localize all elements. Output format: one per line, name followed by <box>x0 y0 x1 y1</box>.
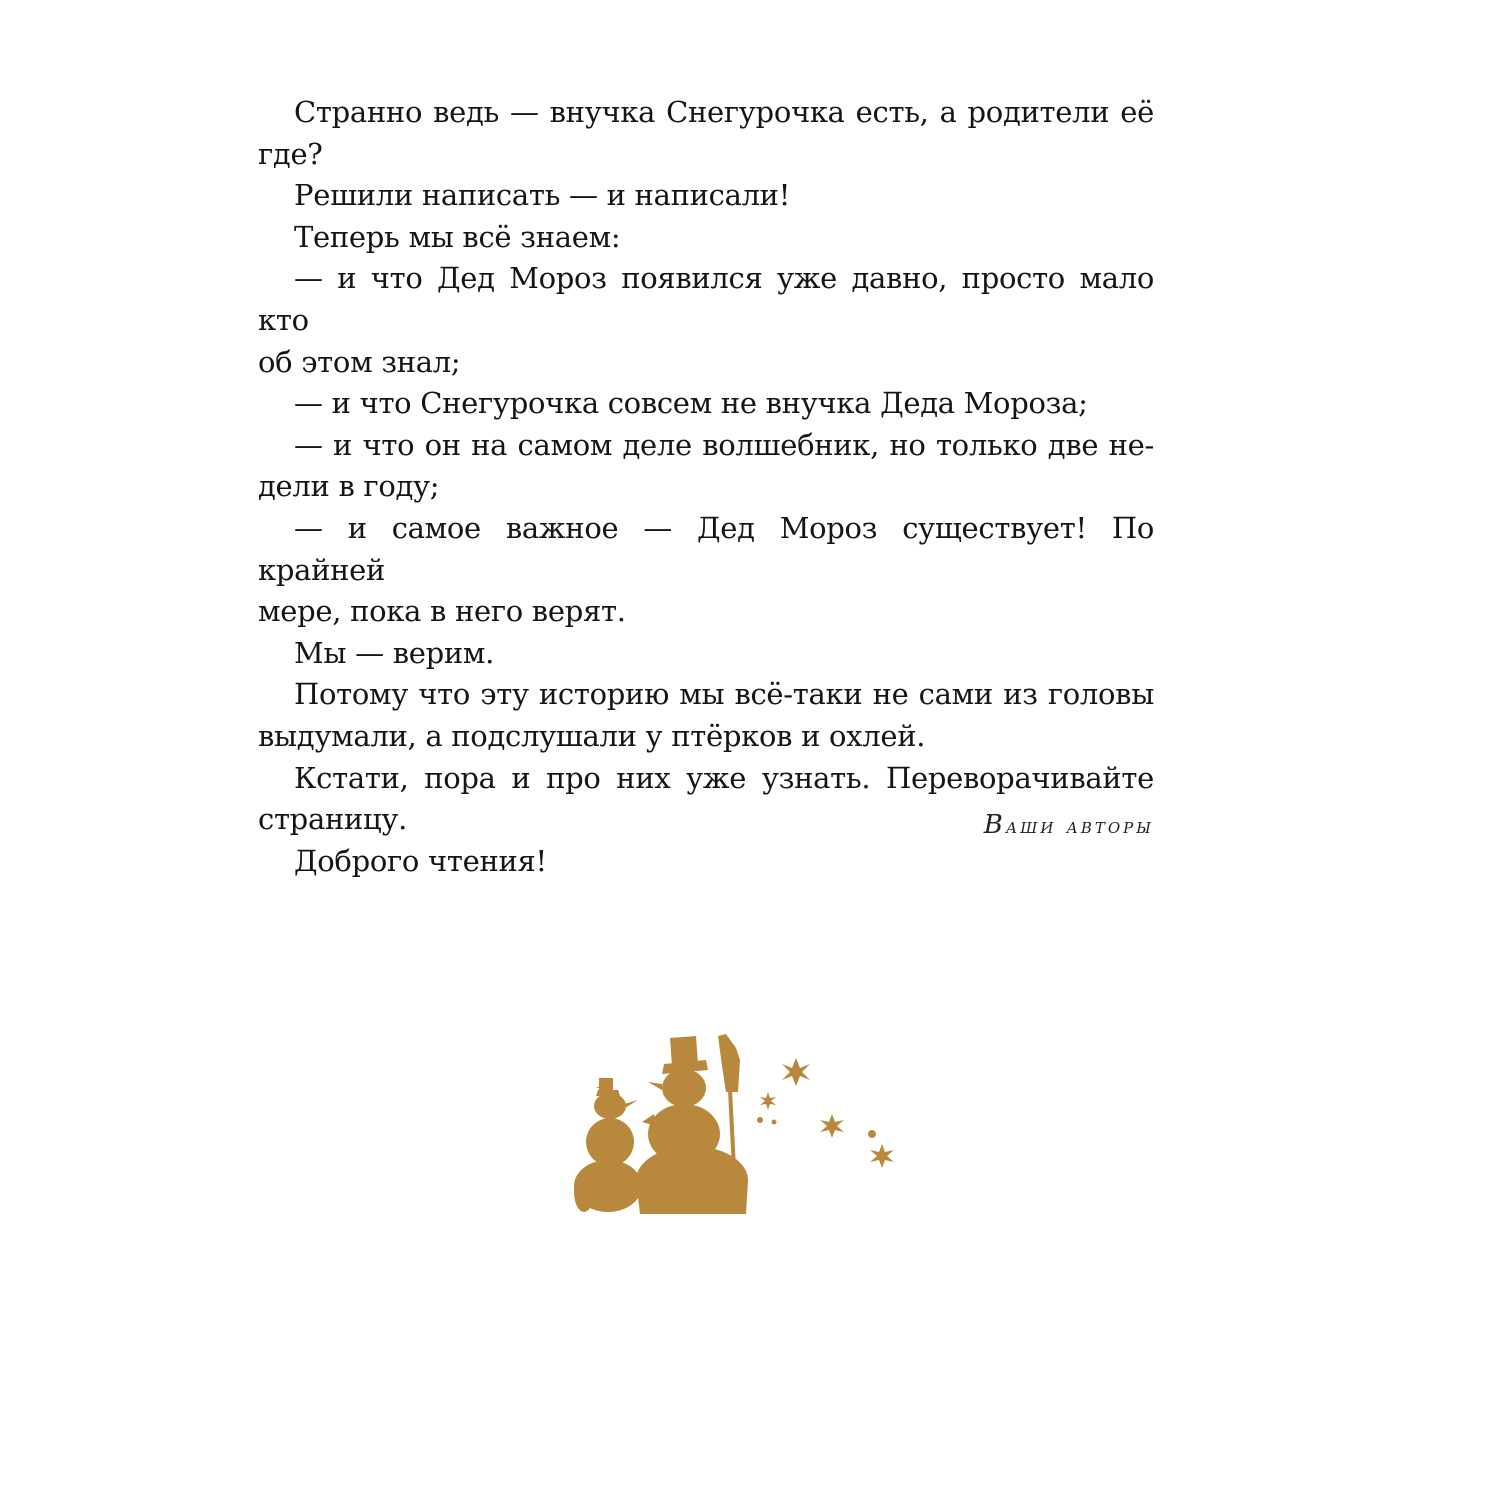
paragraph-6 <box>258 425 1154 508</box>
paragraph-6-line-1: — и что он на самом деле волшебник, но только две не- <box>294 427 1154 462</box>
paragraph-9-line-2: выдумали, а подслушали у птёрков и охлей. <box>258 718 926 753</box>
paragraph-4-line-1: — и что Дед Мороз появился уже давно, просто мало кто <box>258 261 1154 337</box>
paragraph-11-text: Доброго чтения! <box>294 843 547 878</box>
paragraph-2-text: Решили написать — и написали! <box>294 178 791 213</box>
paragraph-3-text: Теперь мы всё знаем: <box>294 219 621 254</box>
paragraph-8 <box>258 633 1154 675</box>
paragraph-11 <box>258 841 1154 883</box>
paragraph-10-line-2: страницу. <box>258 802 408 837</box>
paragraph-5 <box>258 383 1154 425</box>
snowmen-silhouette-icon <box>574 1034 894 1214</box>
paragraph-4 <box>258 258 1154 383</box>
paragraph-10-line-1: Кстати, пора и про них уже узнать. Переворачивайте <box>294 760 1154 795</box>
paragraph-9 <box>258 674 1154 757</box>
paragraph-1 <box>258 92 1154 175</box>
main-text <box>258 92 1154 882</box>
paragraph-7 <box>258 508 1154 633</box>
paragraph-4-line-2: об этом знал; <box>258 344 461 379</box>
authors-signature <box>984 810 1154 840</box>
paragraph-2 <box>258 175 1154 217</box>
paragraph-6-line-2: дели в году; <box>258 469 440 504</box>
signature-first-letter: В <box>983 810 1006 840</box>
paragraph-7-line-1: — и самое важное — Дед Мороз существует! По крайней <box>258 510 1154 587</box>
paragraph-8-text: Мы — верим. <box>294 635 495 670</box>
snowmen-illustration <box>570 1030 910 1220</box>
signature-rest: аши авторы <box>1005 814 1154 839</box>
paragraph-5-text: — и что Снегурочка совсем не внучка Деда Мороза; <box>294 386 1088 421</box>
paragraph-7-line-2: мере, пока в него верят. <box>258 594 626 629</box>
paragraph-1-text: Странно ведь — внучка Снегурочка есть, а родители её где? <box>258 95 1154 171</box>
paragraph-3 <box>258 217 1154 259</box>
paragraph-9-line-1: Потому что эту историю мы всё-таки не сами из головы <box>294 677 1154 712</box>
